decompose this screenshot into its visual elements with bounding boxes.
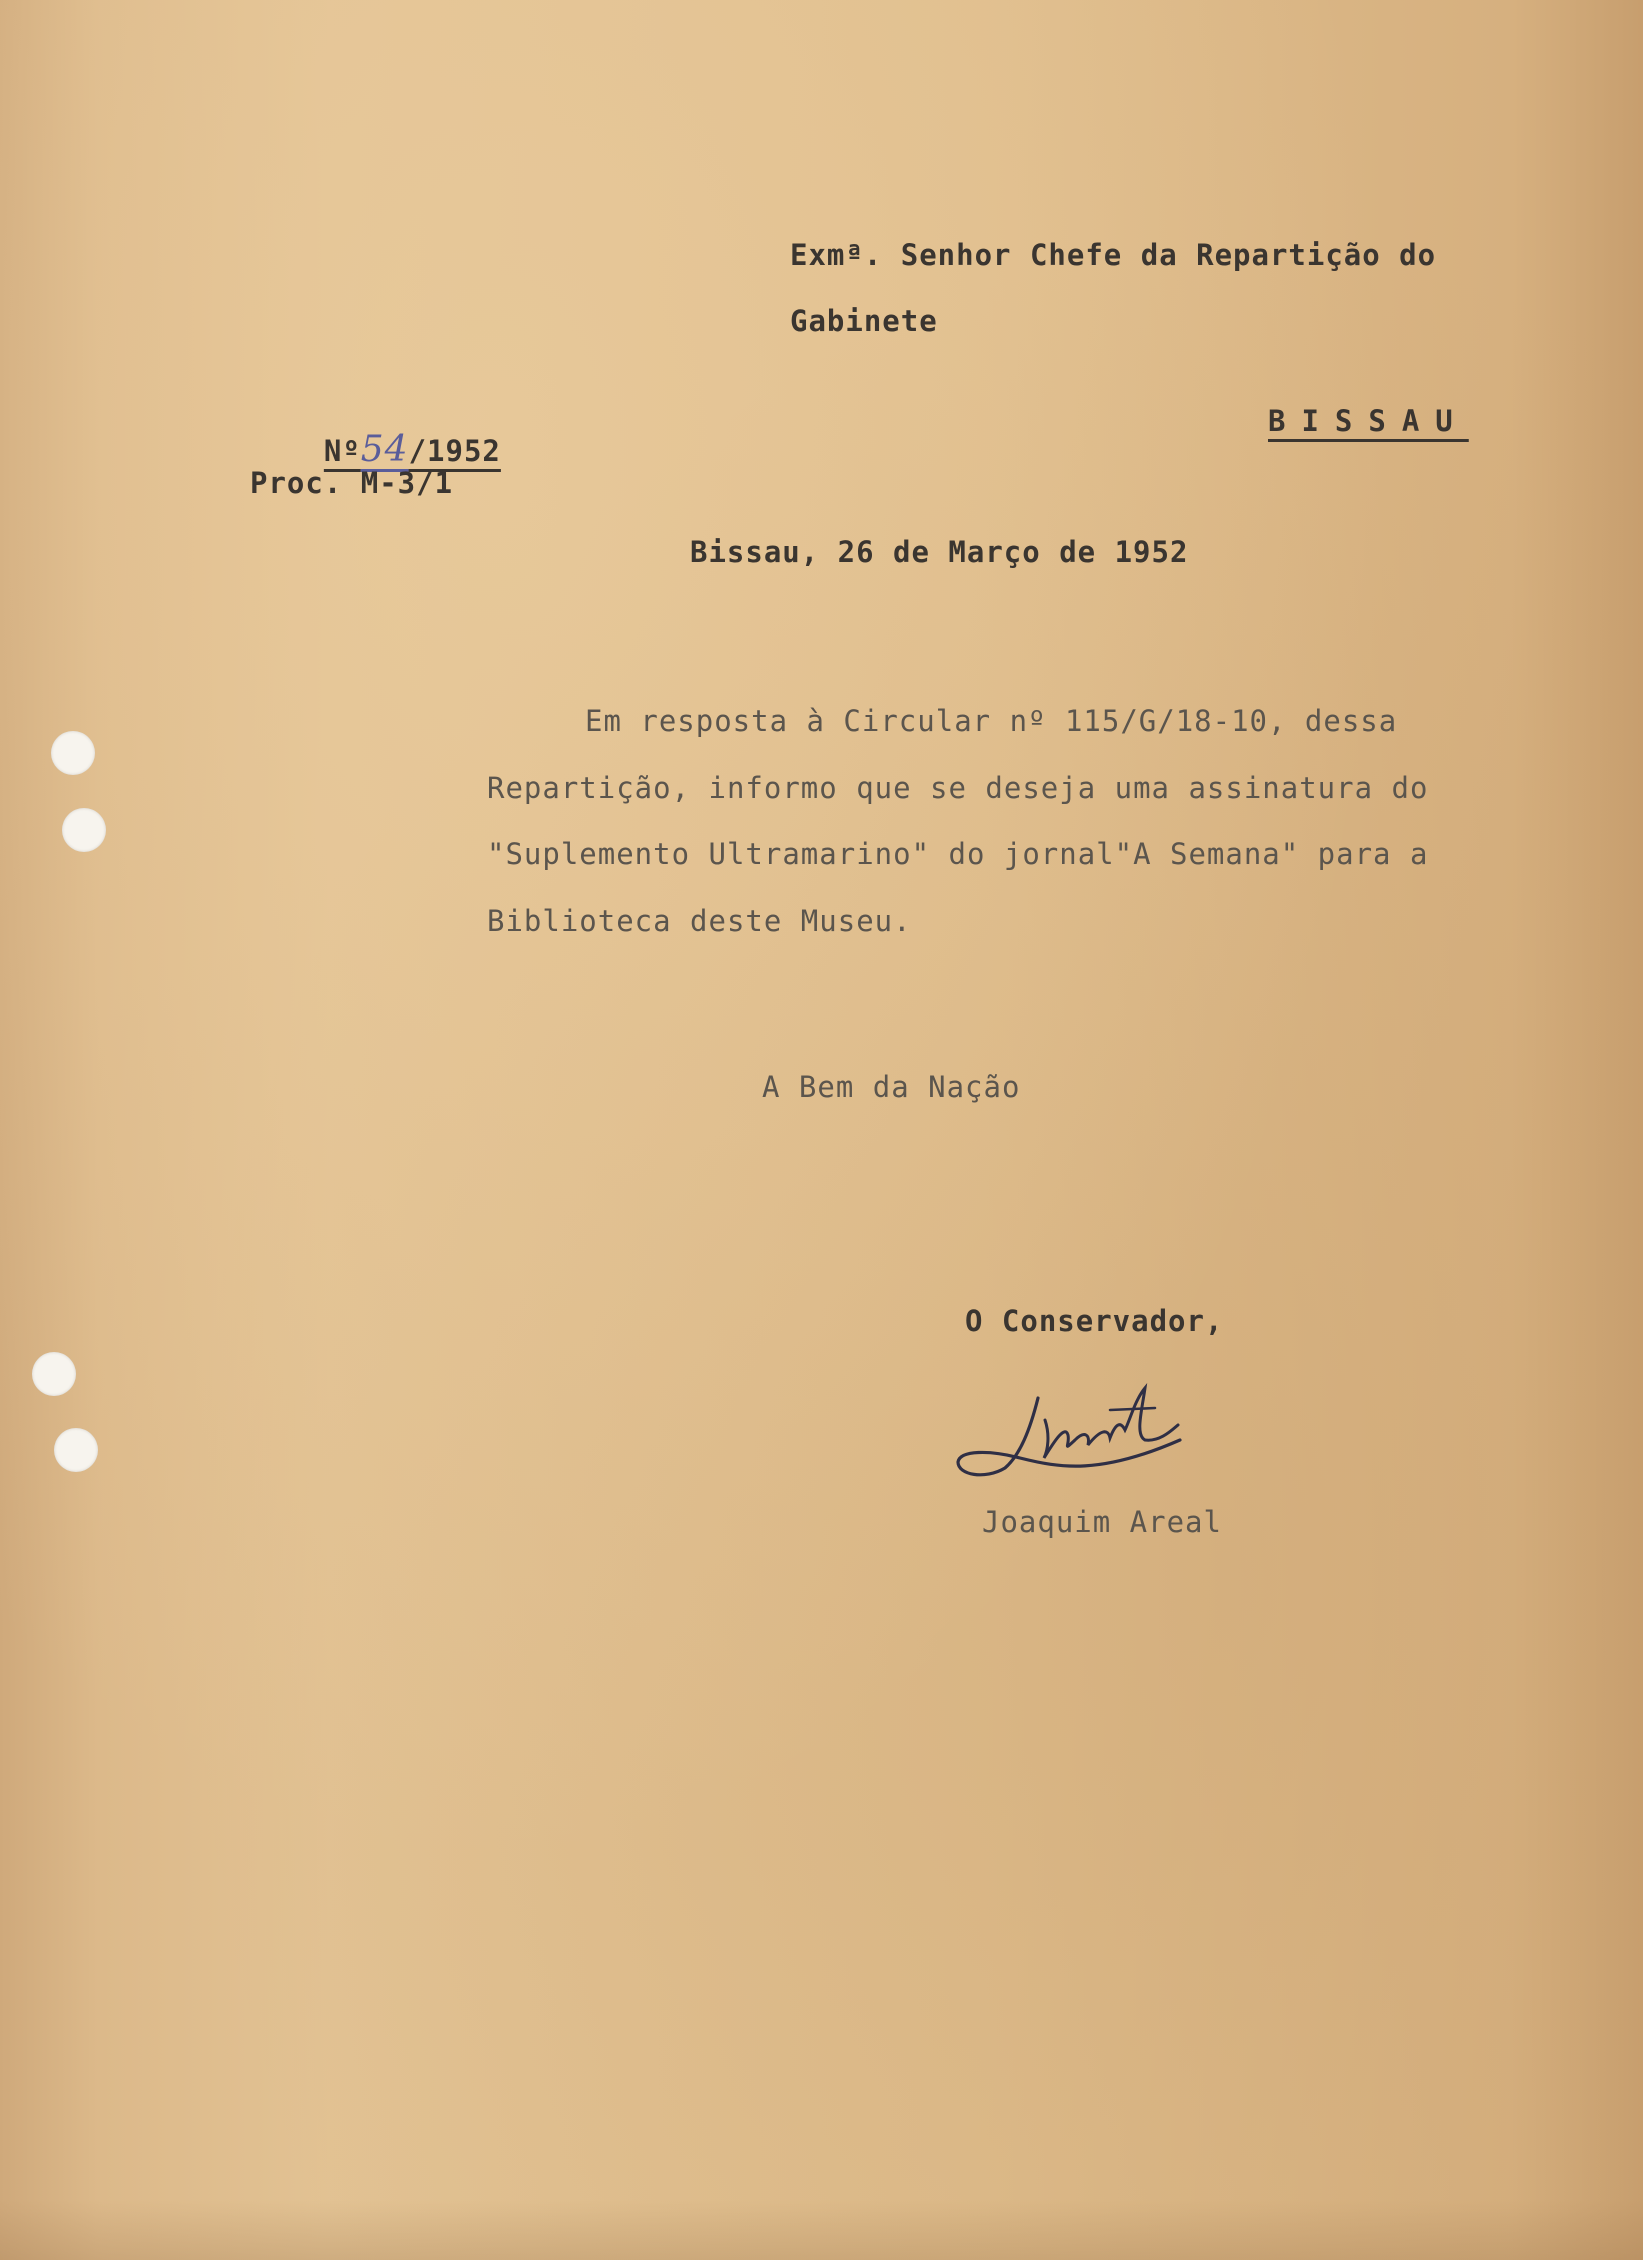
signatory-name: Joaquim Areal [982, 1505, 1222, 1539]
handwritten-signature [950, 1380, 1220, 1500]
process-reference: Proc. M-3/1 [250, 466, 454, 500]
reference-number-prefix: Nº [323, 434, 361, 468]
addressee-line-1: Exmª. Senhor Chefe da Repartição do [790, 238, 1437, 272]
punch-hole-2 [62, 808, 106, 852]
closing-salutation: A Bem da Nação [762, 1070, 1021, 1104]
punch-hole-3 [32, 1352, 76, 1396]
signatory-title: O Conservador, [965, 1304, 1224, 1338]
body-line-3: "Suplemento Ultramarino" do jornal"A Semana" para a [487, 837, 1429, 871]
punch-hole-4 [54, 1428, 98, 1472]
reference-number-handwritten: 54 [360, 429, 409, 470]
date-line: Bissau, 26 de Março de 1952 [690, 535, 1189, 569]
destination-city: BISSAU [1268, 404, 1469, 438]
body-line-4: Biblioteca deste Museu. [487, 904, 912, 938]
addressee-line-2: Gabinete [790, 304, 938, 338]
paper-bottom-edge [0, 2200, 1643, 2260]
reference-number-year: /1952 [408, 434, 501, 468]
body-line-2: Repartição, informo que se deseja uma assinatura do [487, 771, 1429, 805]
punch-hole-1 [51, 731, 95, 775]
body-line-1: Em resposta à Circular nº 115/G/18-10, dessa [585, 704, 1398, 738]
